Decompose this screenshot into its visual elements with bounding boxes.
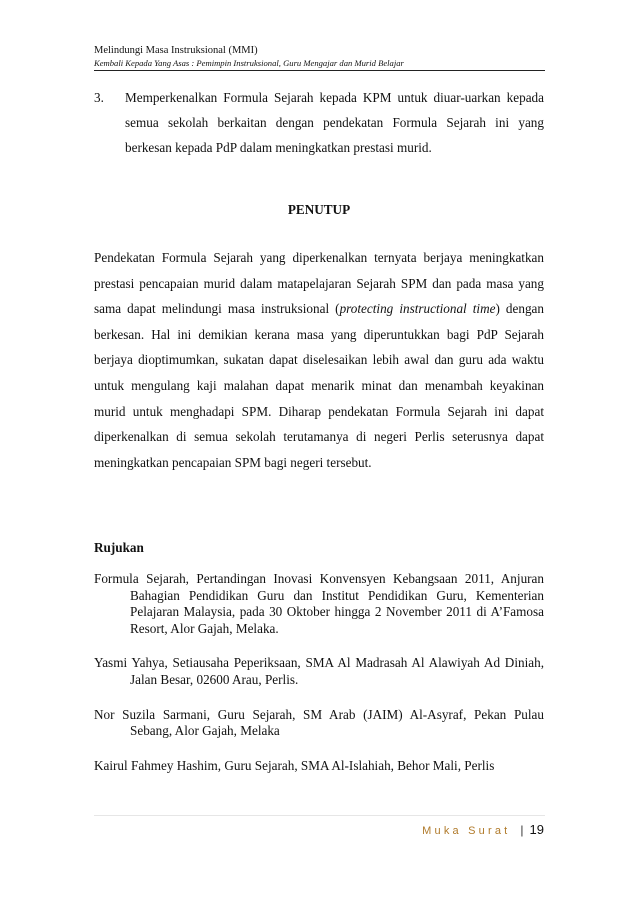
reference-item: Formula Sejarah, Pertandingan Inovasi Konvensyen Kebangsaan 2011, Anjuran Bahagian Pendidikan Guru dan Institut Pendidikan Guru, Kementerian Pelajaran Malaysia, pada 30 Oktober hingga 2 November 2011 di A’Famosa Resort, Alor Gajah, Melaka. <box>94 571 544 636</box>
numbered-item-3 <box>94 85 544 160</box>
reference-item: Nor Suzila Sarmani, Guru Sejarah, SM Arab (JAIM) Al-Asyraf, Pekan Pulau Sebang, Alor Gajah, Melaka <box>94 706 544 739</box>
penutup-italic-term: protecting instructional time <box>339 301 496 317</box>
header-subtitle: Kembali Kepada Yang Asas : Pemimpin Instruksional, Guru Mengajar dan Murid Belajar <box>94 58 404 68</box>
footer-divider <box>94 815 545 816</box>
page-footer <box>422 822 544 837</box>
reference-item: Yasmi Yahya, Setiausaha Peperiksaan, SMA Al Madrasah Al Alawiyah Ad Diniah, Jalan Besar, 02600 Arau, Perlis. <box>94 655 544 687</box>
footer-separator: | <box>520 823 524 837</box>
header-divider <box>94 70 545 71</box>
section-heading-penutup: PENUTUP <box>287 202 351 217</box>
page-number: 19 <box>529 822 544 837</box>
footer-label: Muka Surat <box>422 825 511 837</box>
header-title: Melindungi Masa Instruksional (MMI) <box>94 45 258 56</box>
running-header <box>94 44 544 69</box>
penutup-text-part2: ) dengan berkesan. Hal ini demikian kerana masa yang diperuntukkan bagi PdP Sejarah berjaya dioptimumkan, sukatan dapat diselesaikan lebih awal dan guru ada waktu untuk mengulang kaji malahan dapat menarik minat dan menambah keyakinan murid untuk menghadapi SPM. Diharap pendekatan Formula Sejarah ini dapat diperkenalkan di semua sekolah terutamanya di negeri Perlis seterusnya dapat meningkatkan pencapaian SPM bagi negeri tersebut. <box>94 301 544 470</box>
section-heading-rujukan: Rujukan <box>94 540 144 555</box>
penutup-paragraph <box>94 245 544 475</box>
item-text: Memperkenalkan Formula Sejarah kepada KPM untuk diuar-uarkan kepada semua sekolah berkaitan dengan pendekatan Formula Sejarah ini yang berkesan kepada PdP dalam meningkatkan prestasi murid. <box>125 90 544 155</box>
reference-item: Kairul Fahmey Hashim, Guru Sejarah, SMA Al-Islahiah, Behor Mali, Perlis <box>94 757 495 773</box>
reference-list <box>94 571 544 792</box>
penutup-text-part1: Pendekatan Formula Sejarah yang diperkenalkan ternyata berjaya meningkatkan prestasi pencapaian murid dalam matapelajaran Sejarah SPM dan pada masa yang sama dapat melindungi masa instruksional ( <box>94 250 544 317</box>
item-number: 3. <box>94 90 104 105</box>
